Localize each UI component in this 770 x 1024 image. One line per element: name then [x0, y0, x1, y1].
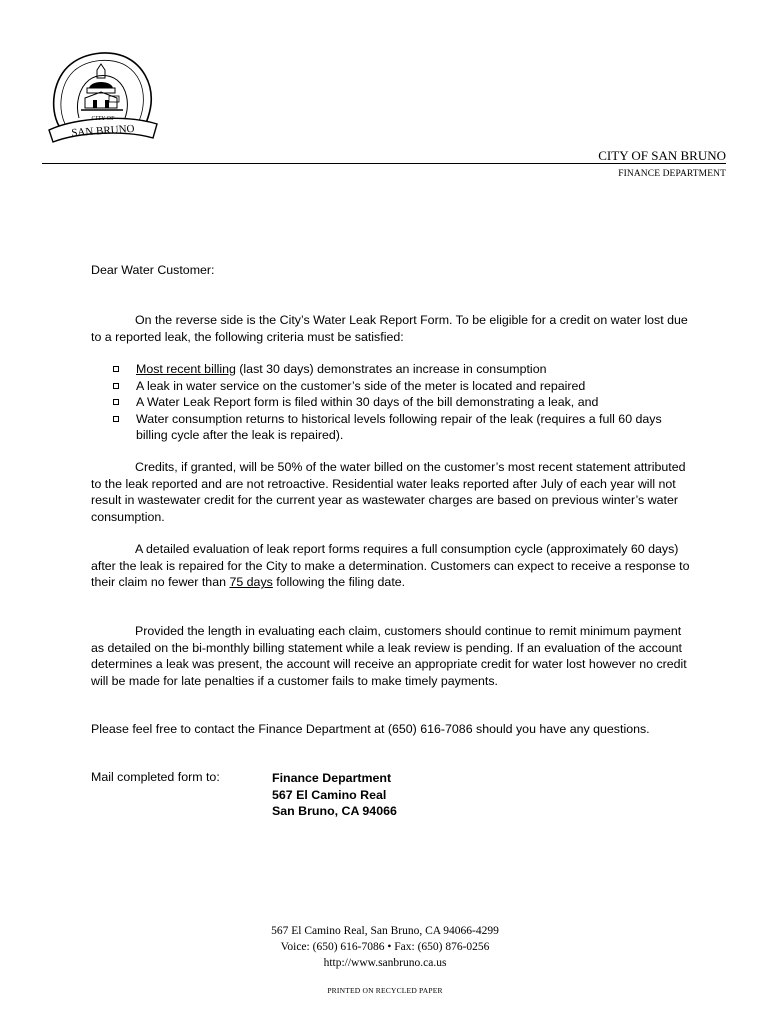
criteria-underlined: Most recent billing: [136, 362, 236, 376]
checkbox-bullet-icon: [113, 416, 119, 422]
footer-contact: Voice: (650) 616-7086 • Fax: (650) 876-0256: [280, 941, 490, 953]
eligibility-criteria-list: [112, 361, 692, 444]
criteria-item: [112, 394, 692, 411]
criteria-item: [112, 411, 692, 444]
evaluation-paragraph: [91, 541, 691, 591]
seal-text-city-of: CITY OF: [91, 116, 115, 122]
evaluation-days: 75 days: [229, 575, 273, 589]
letterhead-city: CITY OF SAN BRUNO: [598, 148, 726, 163]
mail-line-city: San Bruno, CA 94066: [272, 804, 397, 818]
criteria-text: A Water Leak Report form is filed within 30 days of the bill demonstrating a leak, and: [136, 395, 599, 409]
seal-text-san-bruno: SAN BRUNO: [70, 122, 135, 140]
letterhead-department: FINANCE DEPARTMENT: [618, 169, 726, 179]
mail-line-department: Finance Department: [272, 771, 392, 785]
criteria-text: (last 30 days) demonstrates an increase in consumption: [235, 362, 547, 376]
criteria-item: [112, 361, 692, 378]
city-seal-logo: [45, 48, 161, 144]
footer-url: http://www.sanbruno.ca.us: [323, 957, 447, 969]
credits-paragraph: [91, 459, 691, 525]
mail-label: Mail completed form to:: [91, 770, 220, 784]
evaluation-text-end: following the filing date.: [272, 575, 406, 589]
footer: [0, 923, 770, 971]
payment-text: Provided the length in evaluating each claim, customers should continue to remit minimum payment as detailed on the bi-monthly billing statement while a leak review is pending. If an evaluation of the account determines a leak was present, the account will receive an appropriate credit for water lost however no credit will be made for late penalties if a customer fails to make timely payments.: [91, 624, 687, 688]
checkbox-bullet-icon: [113, 399, 119, 405]
recycled-paper-note: PRINTED ON RECYCLED PAPER: [327, 986, 443, 995]
mail-line-street: 567 El Camino Real: [272, 787, 387, 802]
criteria-text: Water consumption returns to historical levels following repair of the leak (requires a full 60 days billing cycle after the leak is repaired).: [136, 411, 662, 442]
evaluation-text: A detailed evaluation of leak report forms requires a full consumption cycle (approximately 60 days) after the leak is repaired for the City to make a determination. Customers can expect to receive a response to their claim no fewer than: [91, 542, 690, 589]
contact-paragraph: Please feel free to contact the Finance Department at (650) 616-7086 should you have any questions.: [91, 722, 650, 736]
footer-address: 567 El Camino Real, San Bruno, CA 94066-4299: [271, 925, 499, 937]
checkbox-bullet-icon: [113, 366, 119, 372]
mailing-address: [272, 770, 397, 820]
criteria-item: [112, 378, 692, 395]
payment-paragraph: [91, 623, 691, 689]
intro-text: On the reverse side is the City’s Water Leak Report Form. To be eligible for a credit on water lost due to a reported leak, the following criteria must be satisfied:: [91, 313, 688, 344]
credits-text: Credits, if granted, will be 50% of the water billed on the customer’s most recent statement attributed to the leak reported and are not retroactive. Residential water leaks reported after July of each year will not result in wastewater credit for the current year as wastewater charges are based on previous winter’s water consumption.: [91, 460, 686, 524]
intro-paragraph: [91, 312, 691, 345]
salutation: Dear Water Customer:: [91, 263, 215, 277]
criteria-text: A leak in water service on the customer’s side of the meter is located and repaired: [136, 378, 586, 393]
checkbox-bullet-icon: [113, 383, 119, 389]
